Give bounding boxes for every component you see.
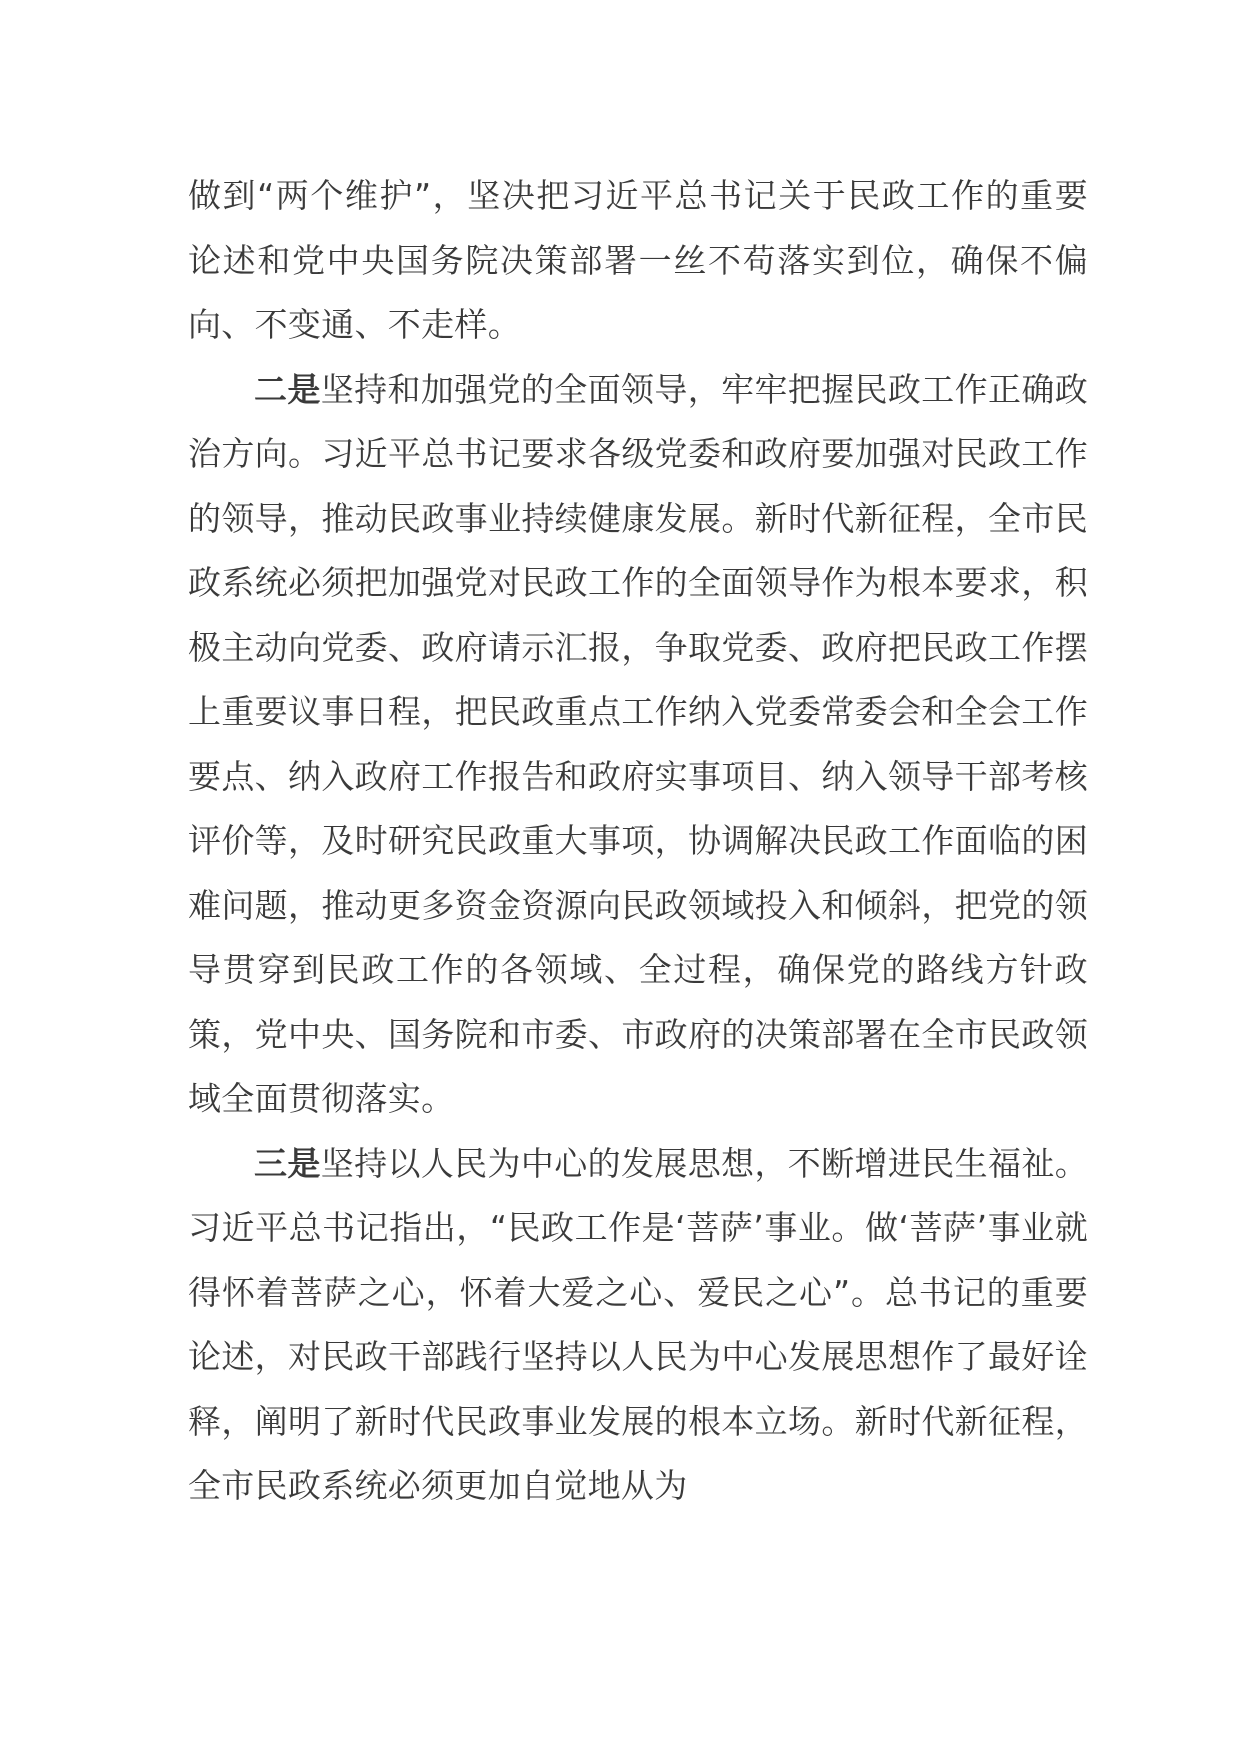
paragraph-lead: 二是 [254,369,321,409]
paragraph-point-two [188,358,1088,1132]
paragraph-point-three [188,1132,1088,1519]
body-text [188,164,1088,1519]
paragraph-text: 坚持和加强党的全面领导，牢牢把握民政工作正确政治方向。习近平总书记要求各级党委和政府要加强对民政工作的领导，推动民政事业持续健康发展。新时代新征程，全市民政系统必须把加强党对民政工作的全面领导作为根本要求，积极主动向党委、政府请示汇报，争取党委、政府把民政工作摆上重要议事日程，把民政重点工作纳入党委常委会和全会工作要点、纳入政府工作报告和政府实事项目、纳入领导干部考核评价等，及时研究民政重大事项，协调解决民政工作面临的困难问题，推动更多资金资源向民政领域投入和倾斜，把党的领导贯穿到民政工作的各领域、全过程，确保党的路线方针政策，党中央、国务院和市委、市政府的决策部署在全市民政领域全面贯彻落实。 [188,369,1088,1118]
paragraph-continued [188,164,1088,358]
paragraph-text: 坚持以人民为中心的发展思想，不断增进民生福祉。习近平总书记指出，“民政工作是‘菩萨’事业。做‘菩萨’事业就得怀着菩萨之心，怀着大爱之心、爱民之心”。总书记的重要论述，对民政干部践行坚持以人民为中心发展思想作了最好诠释，阐明了新时代民政事业发展的根本立场。新时代新征程，全市民政系统必须更加自觉地从为 [188,1143,1088,1505]
paragraph-lead: 三是 [254,1143,321,1183]
paragraph-text: 做到“两个维护”，坚决把习近平总书记关于民政工作的重要论述和党中央国务院决策部署一丝不苟落实到位，确保不偏向、不变通、不走样。 [188,176,1088,344]
